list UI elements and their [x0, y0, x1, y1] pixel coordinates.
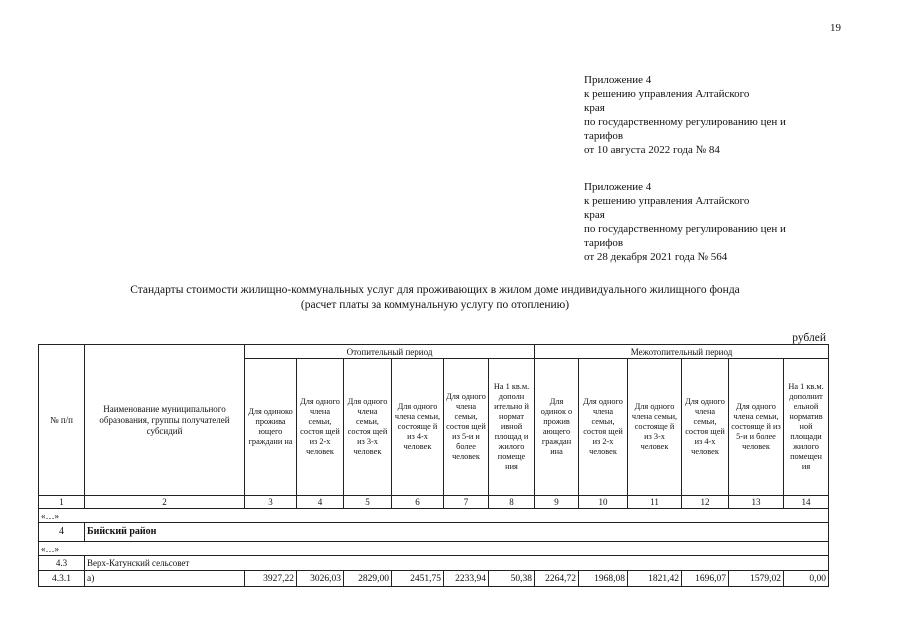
column-number: 3 [245, 496, 297, 509]
title-line-1: Стандарты стоимости жилищно-коммунальных услуг для проживающих в жилом доме индивидуального жилищного фонда [130, 284, 740, 296]
subdistrict-number: 4.3 [39, 556, 85, 571]
appendix-line: тарифов [584, 130, 624, 142]
appendix-line: к решению управления Алтайского [584, 195, 750, 207]
header-heating-col: На 1 кв.м. дополн ительно й нормат ивной площад и жилого помеще ния [489, 359, 535, 496]
appendix-line: от 28 декабря 2021 года № 564 [584, 251, 728, 263]
column-number-row [39, 496, 829, 509]
header-interheating-col: Для одного члена семьи, состоя щей из 4-х человек [682, 359, 729, 496]
appendix-note-2 [584, 180, 824, 264]
column-number: 1 [39, 496, 85, 509]
ellipsis-row [39, 509, 829, 523]
appendix-line: Приложение 4 [584, 74, 652, 86]
column-number: 10 [579, 496, 628, 509]
column-number: 4 [297, 496, 344, 509]
value-cell: 3026,03 [297, 571, 344, 587]
ellipsis-marker: «…» [39, 542, 829, 556]
appendix-line: края [584, 102, 605, 114]
row-number: 4.3.1 [39, 571, 85, 587]
page-number: 19 [830, 22, 841, 34]
value-cell: 1696,07 [682, 571, 729, 587]
header-heating-period: Отопительный период [245, 345, 535, 359]
value-cell: 0,00 [784, 571, 829, 587]
district-number: 4 [39, 523, 85, 542]
column-number: 9 [535, 496, 579, 509]
column-number: 13 [729, 496, 784, 509]
header-heating-col: Для одиноко прожива ющего граждани на [245, 359, 297, 496]
tariff-table [38, 344, 829, 587]
value-cell: 3927,22 [245, 571, 297, 587]
appendix-line: по государственному регулированию цен и [584, 223, 786, 235]
appendix-line: от 10 августа 2022 года № 84 [584, 144, 720, 156]
header-heating-col: Для одного члена семьи, состоя щей из 2-х человек [297, 359, 344, 496]
subdistrict-name: Верх-Катунский сельсовет [85, 556, 829, 571]
column-number: 14 [784, 496, 829, 509]
ellipsis-marker: «…» [39, 509, 829, 523]
column-number: 5 [344, 496, 392, 509]
value-cell: 50,38 [489, 571, 535, 587]
value-cell: 1821,42 [628, 571, 682, 587]
appendix-line: края [584, 209, 605, 221]
currency-unit: рублей [792, 332, 826, 344]
value-cell: 2829,00 [344, 571, 392, 587]
column-number: 7 [444, 496, 489, 509]
header-heating-col: Для одного члена семьи, состояще й из 4-х человек [392, 359, 444, 496]
row-name: а) [85, 571, 245, 587]
column-number: 8 [489, 496, 535, 509]
column-number: 6 [392, 496, 444, 509]
header-heating-col: Для одного члена семьи, состоя щей из 5-и и более человек [444, 359, 489, 496]
value-cell: 1579,02 [729, 571, 784, 587]
district-name: Бийский район [85, 523, 829, 542]
header-heating-col: Для одного члена семьи, состоя щей из 3-х человек [344, 359, 392, 496]
document-title [40, 283, 830, 313]
table-row [39, 571, 829, 587]
subdistrict-row [39, 556, 829, 571]
appendix-line: Приложение 4 [584, 181, 652, 193]
value-cell: 2451,75 [392, 571, 444, 587]
header-interheating-col: Для одного члена семьи, состоя щей из 2-х человек [579, 359, 628, 496]
column-number: 11 [628, 496, 682, 509]
appendix-line: по государственному регулированию цен и [584, 116, 786, 128]
header-municipality: Наименование муниципального образования, группы получателей субсидий [85, 345, 245, 496]
district-row [39, 523, 829, 542]
appendix-note-1 [584, 73, 824, 157]
value-cell: 2264,72 [535, 571, 579, 587]
header-interheating-period: Межотопительный период [535, 345, 829, 359]
header-interheating-col: На 1 кв.м. дополнит ельной норматив ной площади жилого помещен ия [784, 359, 829, 496]
ellipsis-row [39, 542, 829, 556]
column-number: 2 [85, 496, 245, 509]
header-interheating-col: Для одного члена семьи, состояще й из 5-и и более человек [729, 359, 784, 496]
value-cell: 2233,94 [444, 571, 489, 587]
appendix-line: к решению управления Алтайского [584, 88, 750, 100]
header-interheating-col: Для одного члена семьи, состояще й из 3-х человек [628, 359, 682, 496]
header-interheating-col: Для одинок о прожив ающего граждан ина [535, 359, 579, 496]
header-row-number: № п/п [39, 345, 85, 496]
column-number: 12 [682, 496, 729, 509]
title-line-2: (расчет платы за коммунальную услугу по отоплению) [300, 299, 570, 311]
appendix-line: тарифов [584, 237, 624, 249]
value-cell: 1968,08 [579, 571, 628, 587]
